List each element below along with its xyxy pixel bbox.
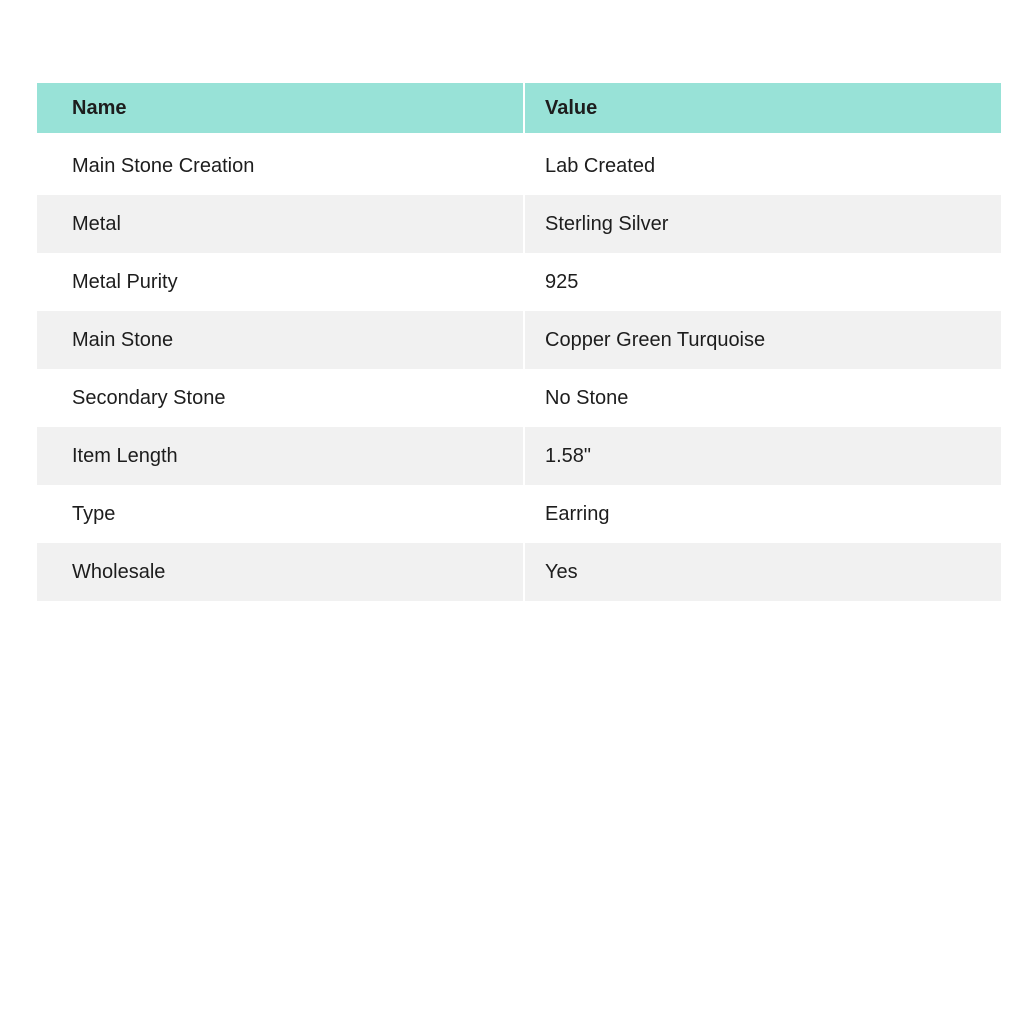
row-name-cell: Main Stone <box>37 311 525 369</box>
row-name-cell: Main Stone Creation <box>37 137 525 195</box>
table-row <box>37 427 1001 485</box>
column-header-value: Value <box>545 96 598 119</box>
row-value-cell: Earring <box>545 502 610 525</box>
row-value-cell: 925 <box>545 270 579 293</box>
table-row <box>37 137 1001 195</box>
row-value-cell: No Stone <box>545 386 629 409</box>
row-value-cell: Sterling Silver <box>545 212 669 235</box>
table-row <box>37 543 1001 601</box>
row-value-cell: 1.58" <box>545 444 592 467</box>
table-row <box>37 195 1001 253</box>
table-row <box>37 311 1001 369</box>
row-name-cell: Wholesale <box>37 543 525 601</box>
column-header-name: Name <box>37 83 525 133</box>
table-row <box>37 369 1001 427</box>
row-name-cell: Secondary Stone <box>37 369 525 427</box>
row-value-cell: Lab Created <box>545 154 656 177</box>
row-value-cell: Yes <box>545 560 578 583</box>
table-row <box>37 485 1001 543</box>
row-name-cell: Type <box>37 485 525 543</box>
row-name-cell: Item Length <box>37 427 525 485</box>
product-spec-table <box>37 83 1001 601</box>
row-value-cell: Copper Green Turquoise <box>545 328 766 351</box>
row-name-cell: Metal Purity <box>37 253 525 311</box>
table-header-row <box>37 83 1001 133</box>
table-body <box>37 137 1001 601</box>
row-name-cell: Metal <box>37 195 525 253</box>
table-row <box>37 253 1001 311</box>
